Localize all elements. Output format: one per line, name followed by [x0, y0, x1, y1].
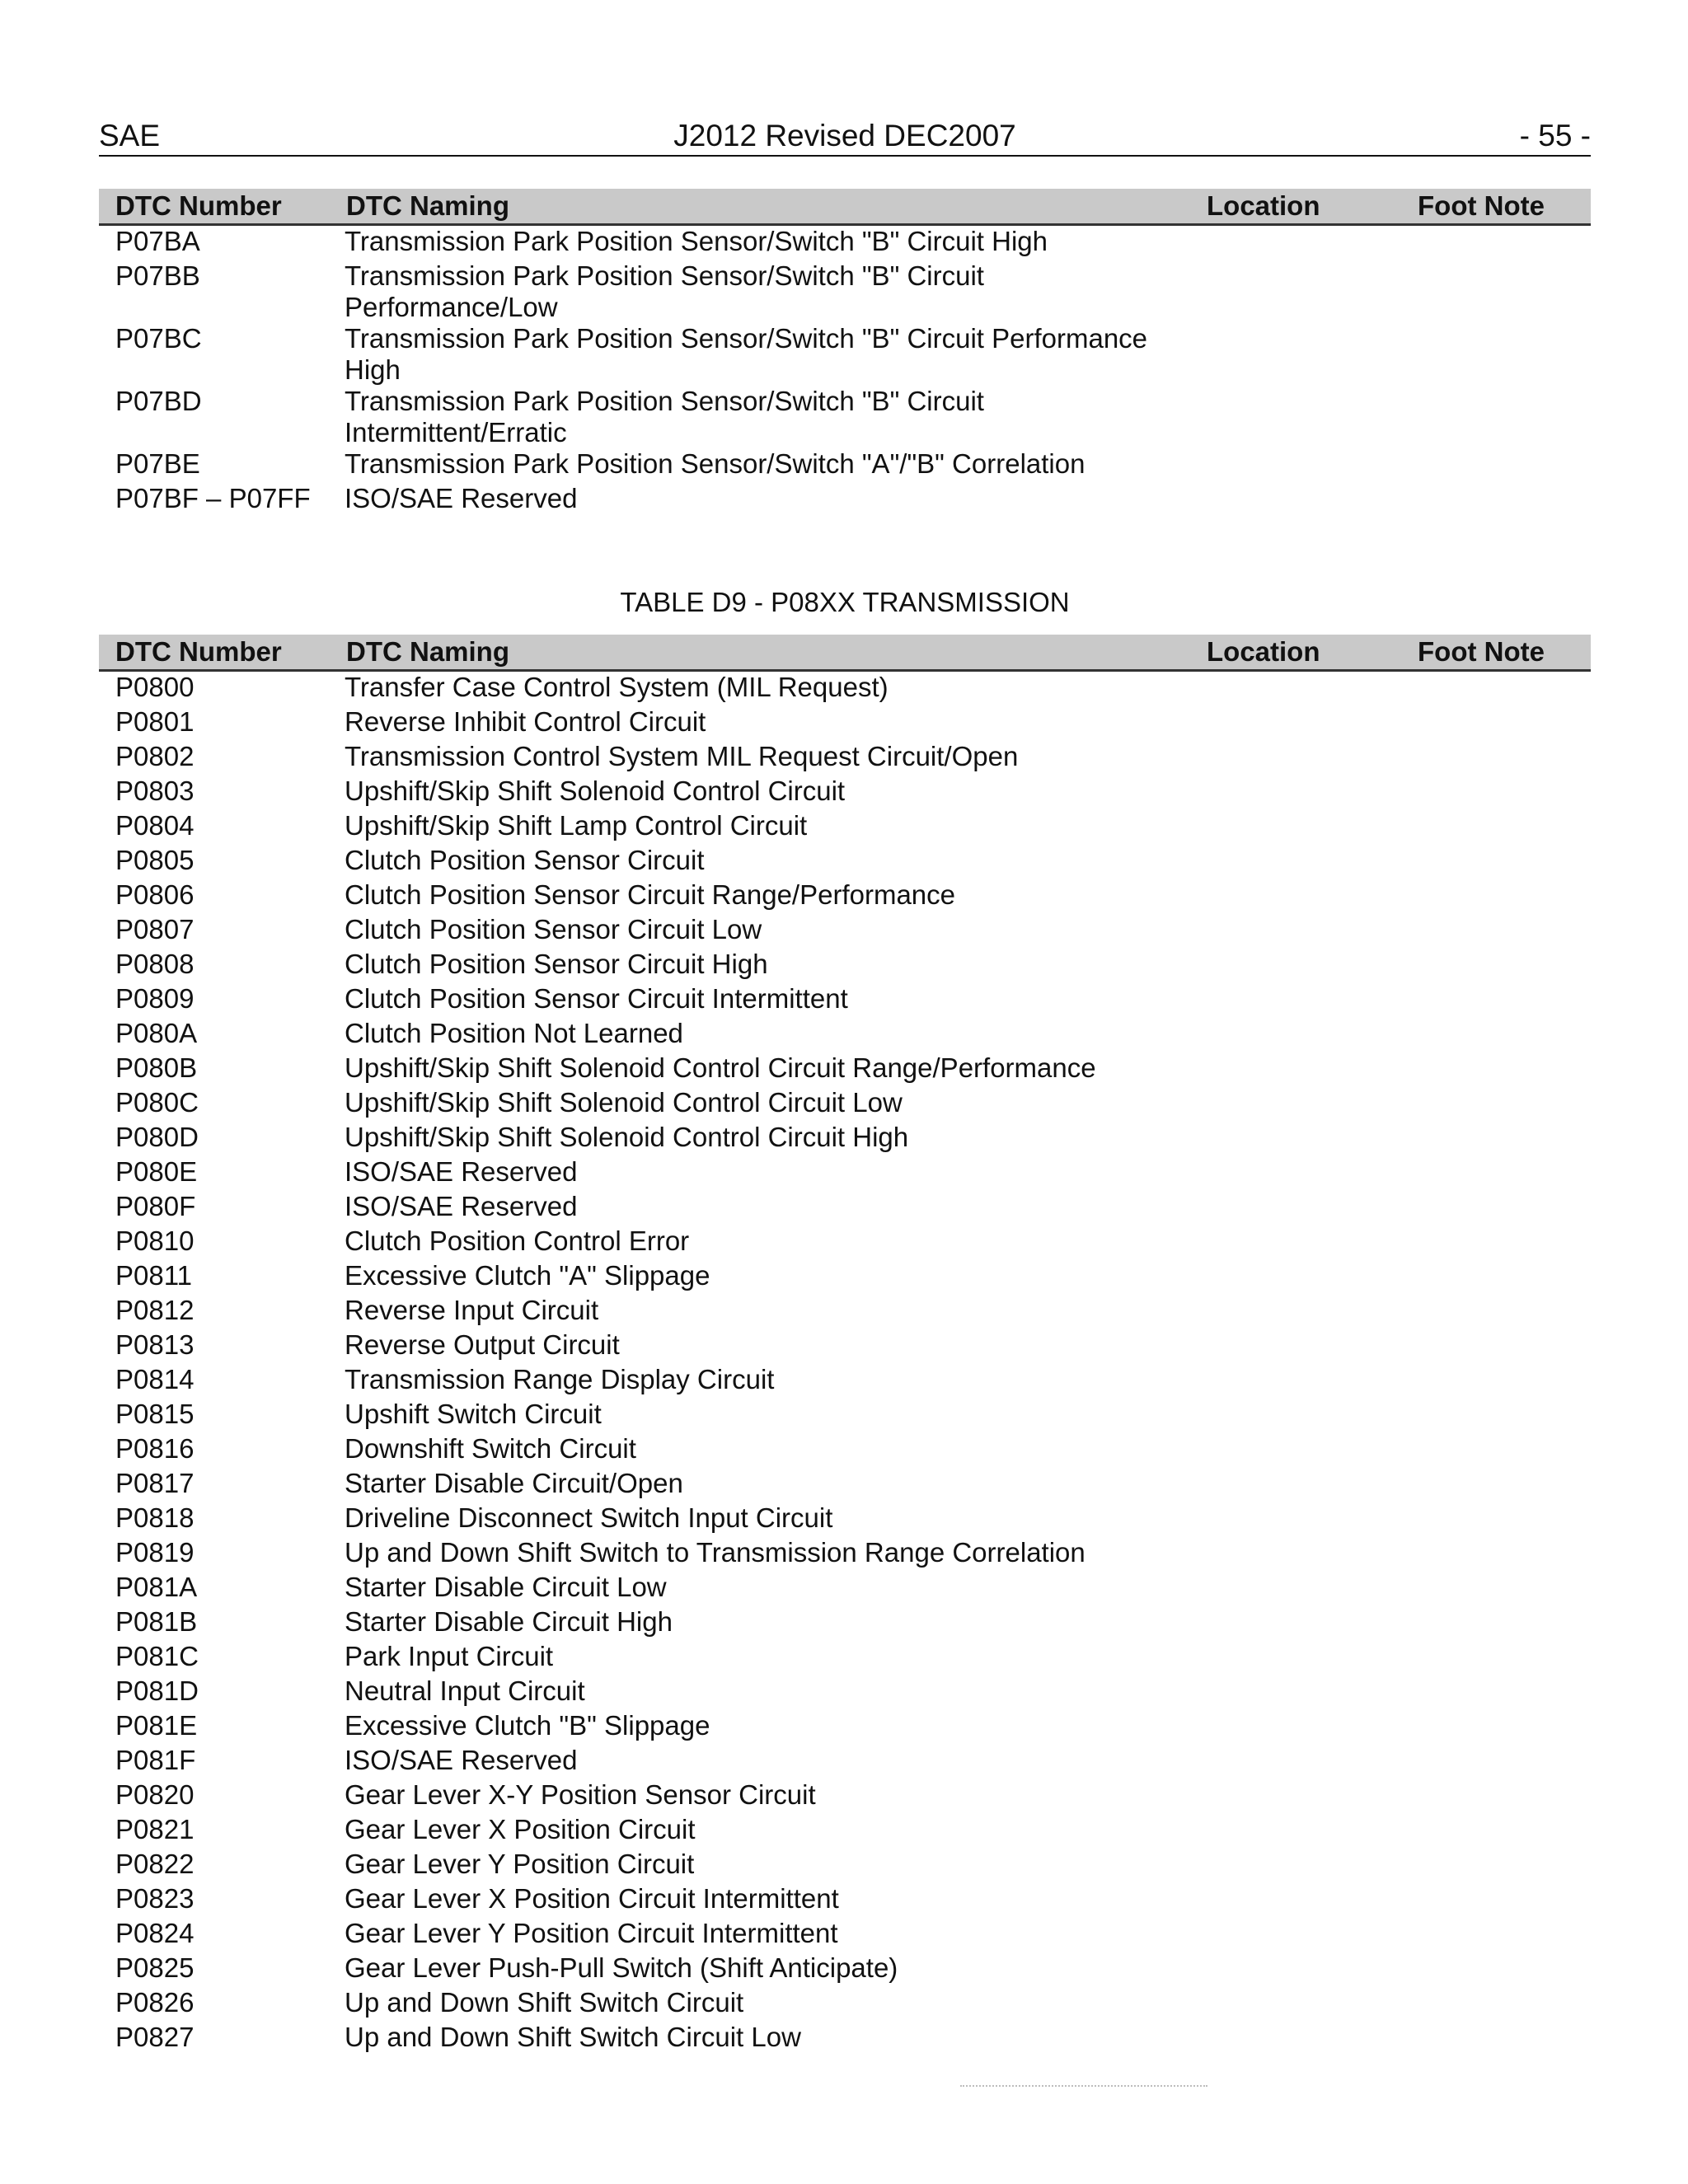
- dtc-foot-note: [1401, 1918, 1591, 1952]
- dtc-name: Excessive Clutch "B" Slippage: [345, 1710, 710, 1741]
- dtc-foot-note: [1401, 1122, 1591, 1156]
- dtc-foot-note: [1401, 1537, 1591, 1572]
- dtc-foot-note: [1401, 1987, 1591, 2022]
- dtc-location: [1190, 448, 1401, 483]
- dtc-code: P081E: [115, 1710, 198, 1741]
- table-row: [99, 386, 1591, 448]
- column-header-dtc-number: DTC Number: [99, 189, 330, 225]
- dtc-name: Starter Disable Circuit High: [345, 1606, 673, 1637]
- dtc-location: [1190, 225, 1401, 261]
- dtc-name: Excessive Clutch "A" Slippage: [345, 1260, 710, 1291]
- dtc-location: [1190, 741, 1401, 776]
- dtc-name: Up and Down Shift Switch to Transmission Range Correlation: [345, 1537, 1085, 1568]
- dtc-code: P0813: [115, 1329, 195, 1360]
- dtc-foot-note: [1401, 1606, 1591, 1641]
- dtc-code: P0820: [115, 1779, 195, 1810]
- column-header-location: Location: [1190, 635, 1401, 671]
- dtc-name: Clutch Position Sensor Circuit High: [345, 949, 768, 979]
- dtc-name: Reverse Input Circuit: [345, 1295, 599, 1325]
- dtc-name: Clutch Position Control Error: [345, 1226, 690, 1256]
- dtc-location: [1190, 879, 1401, 914]
- table-row: [99, 448, 1591, 483]
- dtc-location: [1190, 845, 1401, 879]
- dtc-code: P0800: [115, 672, 195, 702]
- table-row: [99, 1918, 1591, 1952]
- table-row: [99, 1745, 1591, 1779]
- dtc-location: [1190, 1814, 1401, 1849]
- column-header-dtc-number: DTC Number: [99, 635, 330, 671]
- dtc-location: [1190, 949, 1401, 983]
- dtc-foot-note: [1401, 1052, 1591, 1087]
- table-row: [99, 1018, 1591, 1052]
- column-header-dtc-naming: DTC Naming: [330, 635, 1190, 671]
- dtc-name: Transmission Park Position Sensor/Switch "A"/"B" Correlation: [345, 448, 1085, 479]
- table-row: [99, 1779, 1591, 1814]
- dtc-name: Transmission Park Position Sensor/Switch "B" Circuit High: [345, 226, 1048, 256]
- column-header-location: Location: [1190, 189, 1401, 225]
- table-row: [99, 776, 1591, 810]
- dtc-location: [1190, 1399, 1401, 1433]
- dtc-name: Transfer Case Control System (MIL Request): [345, 672, 889, 702]
- dtc-foot-note: [1401, 323, 1591, 386]
- dtc-code: P080C: [115, 1087, 199, 1118]
- dtc-foot-note: [1401, 260, 1591, 323]
- dtc-name: Clutch Position Sensor Circuit Range/Performance: [345, 879, 956, 910]
- scan-artifact: [960, 2085, 1207, 2092]
- dtc-foot-note: [1401, 1849, 1591, 1883]
- dtc-foot-note: [1401, 1260, 1591, 1295]
- table-row: [99, 914, 1591, 949]
- dtc-name: Reverse Output Circuit: [345, 1329, 620, 1360]
- dtc-name: Up and Down Shift Switch Circuit Low: [345, 2022, 801, 2052]
- dtc-code: P0819: [115, 1537, 195, 1568]
- table-row: [99, 1710, 1591, 1745]
- dtc-code: P0804: [115, 810, 195, 841]
- dtc-location: [1190, 1260, 1401, 1295]
- header-document-id: J2012 Revised DEC2007: [673, 119, 1016, 152]
- dtc-name: Upshift/Skip Shift Solenoid Control Circuit Low: [345, 1087, 903, 1118]
- dtc-foot-note: [1401, 776, 1591, 810]
- dtc-foot-note: [1401, 483, 1591, 518]
- dtc-location: [1190, 1226, 1401, 1260]
- dtc-name: Gear Lever Y Position Circuit: [345, 1849, 695, 1879]
- dtc-foot-note: [1401, 1710, 1591, 1745]
- dtc-code: P081B: [115, 1606, 198, 1637]
- dtc-foot-note: [1401, 1952, 1591, 1987]
- table-row: [99, 1675, 1591, 1710]
- table-row: [99, 671, 1591, 707]
- dtc-foot-note: [1401, 448, 1591, 483]
- dtc-name: Upshift/Skip Shift Lamp Control Circuit: [345, 810, 808, 841]
- dtc-code: P0827: [115, 2022, 195, 2052]
- dtc-code: P0802: [115, 741, 195, 771]
- dtc-code: P0826: [115, 1987, 195, 2018]
- dtc-location: [1190, 1052, 1401, 1087]
- dtc-name: Upshift/Skip Shift Solenoid Control Circuit High: [345, 1122, 909, 1152]
- table-row: [99, 810, 1591, 845]
- dtc-name: Clutch Position Not Learned: [345, 1018, 683, 1048]
- dtc-code: P0814: [115, 1364, 195, 1394]
- dtc-code: P080F: [115, 1191, 196, 1221]
- table-row: [99, 1399, 1591, 1433]
- dtc-name: Transmission Range Display Circuit: [345, 1364, 775, 1394]
- dtc-name: Transmission Park Position Sensor/Switch "B" Circuit Performance High: [345, 323, 1148, 385]
- dtc-foot-note: [1401, 1018, 1591, 1052]
- dtc-code: P07BB: [115, 260, 200, 291]
- table-row: [99, 1502, 1591, 1537]
- dtc-foot-note: [1401, 1329, 1591, 1364]
- dtc-code: P0808: [115, 949, 195, 979]
- dtc-code: P080A: [115, 1018, 198, 1048]
- dtc-foot-note: [1401, 386, 1591, 448]
- dtc-code: P080B: [115, 1052, 198, 1083]
- dtc-name: Transmission Park Position Sensor/Switch "B" Circuit Intermittent/Erratic: [345, 386, 984, 448]
- dtc-code: P0825: [115, 1952, 195, 1983]
- dtc-name: Neutral Input Circuit: [345, 1675, 585, 1706]
- dtc-code: P0816: [115, 1433, 195, 1464]
- dtc-foot-note: [1401, 914, 1591, 949]
- dtc-location: [1190, 1468, 1401, 1502]
- dtc-location: [1190, 1918, 1401, 1952]
- table-row: [99, 1814, 1591, 1849]
- dtc-code: P0801: [115, 706, 195, 737]
- header-org: SAE: [99, 119, 161, 152]
- dtc-foot-note: [1401, 810, 1591, 845]
- dtc-foot-note: [1401, 1433, 1591, 1468]
- dtc-location: [1190, 706, 1401, 741]
- dtc-foot-note: [1401, 1295, 1591, 1329]
- dtc-location: [1190, 1675, 1401, 1710]
- dtc-location: [1190, 386, 1401, 448]
- table-row: [99, 260, 1591, 323]
- dtc-code: P081A: [115, 1572, 198, 1602]
- dtc-name: Downshift Switch Circuit: [345, 1433, 636, 1464]
- dtc-foot-note: [1401, 1156, 1591, 1191]
- dtc-foot-note: [1401, 1572, 1591, 1606]
- dtc-foot-note: [1401, 1883, 1591, 1918]
- dtc-code: P07BF – P07FF: [115, 483, 311, 513]
- table-row: [99, 1433, 1591, 1468]
- dtc-code: P0817: [115, 1468, 195, 1498]
- table-row: [99, 741, 1591, 776]
- dtc-code: P0806: [115, 879, 195, 910]
- dtc-location: [1190, 671, 1401, 707]
- table-row: [99, 1849, 1591, 1883]
- dtc-name: Driveline Disconnect Switch Input Circuit: [345, 1502, 833, 1533]
- dtc-name: Upshift/Skip Shift Solenoid Control Circuit Range/Performance: [345, 1052, 1096, 1083]
- dtc-code: P080D: [115, 1122, 199, 1152]
- dtc-name: Starter Disable Circuit Low: [345, 1572, 667, 1602]
- table-row: [99, 1191, 1591, 1226]
- dtc-location: [1190, 1087, 1401, 1122]
- dtc-code: P0824: [115, 1918, 195, 1948]
- dtc-location: [1190, 483, 1401, 518]
- table-row: [99, 1883, 1591, 1918]
- table-row: [99, 1052, 1591, 1087]
- table-row: [99, 1572, 1591, 1606]
- dtc-code: P0815: [115, 1399, 195, 1429]
- dtc-location: [1190, 1606, 1401, 1641]
- table-row: [99, 1156, 1591, 1191]
- dtc-code: P07BC: [115, 323, 202, 354]
- dtc-code: P0805: [115, 845, 195, 875]
- table-row: [99, 1364, 1591, 1399]
- dtc-name: Gear Lever Y Position Circuit Intermittent: [345, 1918, 838, 1948]
- dtc-name: Gear Lever X Position Circuit Intermittent: [345, 1883, 839, 1914]
- dtc-table-continued: [99, 189, 1591, 518]
- dtc-location: [1190, 810, 1401, 845]
- dtc-location: [1190, 1779, 1401, 1814]
- page-header: [99, 115, 1591, 157]
- dtc-location: [1190, 1710, 1401, 1745]
- dtc-location: [1190, 1883, 1401, 1918]
- table-row: [99, 1226, 1591, 1260]
- dtc-foot-note: [1401, 1364, 1591, 1399]
- dtc-foot-note: [1401, 1087, 1591, 1122]
- table-header-row: [99, 635, 1591, 671]
- dtc-foot-note: [1401, 879, 1591, 914]
- dtc-code: P0811: [115, 1260, 192, 1291]
- dtc-location: [1190, 1156, 1401, 1191]
- dtc-foot-note: [1401, 1675, 1591, 1710]
- dtc-location: [1190, 1745, 1401, 1779]
- dtc-code: P081C: [115, 1641, 199, 1671]
- dtc-name: ISO/SAE Reserved: [345, 1191, 578, 1221]
- dtc-location: [1190, 1952, 1401, 1987]
- dtc-foot-note: [1401, 671, 1591, 707]
- dtc-code: P07BE: [115, 448, 200, 479]
- dtc-location: [1190, 1191, 1401, 1226]
- table-row: [99, 323, 1591, 386]
- dtc-code: P0809: [115, 983, 195, 1014]
- dtc-location: [1190, 1364, 1401, 1399]
- table-row: [99, 1295, 1591, 1329]
- table-row: [99, 845, 1591, 879]
- dtc-name: Gear Lever X Position Circuit: [345, 1814, 696, 1844]
- dtc-name: Transmission Control System MIL Request Circuit/Open: [345, 741, 1019, 771]
- dtc-name: Reverse Inhibit Control Circuit: [345, 706, 706, 737]
- dtc-code: P0810: [115, 1226, 195, 1256]
- dtc-foot-note: [1401, 225, 1591, 261]
- table-row: [99, 1468, 1591, 1502]
- dtc-name: Up and Down Shift Switch Circuit: [345, 1987, 744, 2018]
- table-row: [99, 1952, 1591, 1987]
- dtc-foot-note: [1401, 845, 1591, 879]
- dtc-location: [1190, 2022, 1401, 2056]
- dtc-foot-note: [1401, 741, 1591, 776]
- dtc-name: Clutch Position Sensor Circuit Intermittent: [345, 983, 848, 1014]
- dtc-name: Transmission Park Position Sensor/Switch "B" Circuit Performance/Low: [345, 260, 984, 322]
- table-row: [99, 983, 1591, 1018]
- dtc-location: [1190, 983, 1401, 1018]
- dtc-name: Gear Lever X-Y Position Sensor Circuit: [345, 1779, 816, 1810]
- table-row: [99, 1537, 1591, 1572]
- dtc-code: P07BD: [115, 386, 202, 416]
- dtc-code: P0821: [115, 1814, 195, 1844]
- dtc-foot-note: [1401, 1814, 1591, 1849]
- table-row: [99, 483, 1591, 518]
- table-row: [99, 225, 1591, 261]
- dtc-code: P0812: [115, 1295, 195, 1325]
- dtc-location: [1190, 1987, 1401, 2022]
- dtc-location: [1190, 260, 1401, 323]
- dtc-code: P0818: [115, 1502, 195, 1533]
- table-row: [99, 1087, 1591, 1122]
- dtc-name: Upshift/Skip Shift Solenoid Control Circuit: [345, 776, 846, 806]
- dtc-location: [1190, 323, 1401, 386]
- dtc-name: ISO/SAE Reserved: [345, 483, 578, 513]
- dtc-name: Park Input Circuit: [345, 1641, 554, 1671]
- dtc-location: [1190, 1122, 1401, 1156]
- dtc-location: [1190, 1849, 1401, 1883]
- dtc-name: Gear Lever Push-Pull Switch (Shift Anticipate): [345, 1952, 898, 1983]
- dtc-foot-note: [1401, 706, 1591, 741]
- table-row: [99, 1329, 1591, 1364]
- dtc-name: Clutch Position Sensor Circuit: [345, 845, 705, 875]
- dtc-foot-note: [1401, 949, 1591, 983]
- header-page-number: - 55 -: [1519, 119, 1591, 152]
- dtc-location: [1190, 1641, 1401, 1675]
- table-header-row: [99, 189, 1591, 225]
- table-row: [99, 949, 1591, 983]
- dtc-location: [1190, 776, 1401, 810]
- dtc-table-d9: [99, 635, 1591, 2056]
- dtc-name: ISO/SAE Reserved: [345, 1156, 578, 1187]
- dtc-foot-note: [1401, 1191, 1591, 1226]
- dtc-foot-note: [1401, 1779, 1591, 1814]
- column-header-foot-note: Foot Note: [1401, 189, 1591, 225]
- dtc-foot-note: [1401, 983, 1591, 1018]
- dtc-code: P07BA: [115, 226, 200, 256]
- dtc-foot-note: [1401, 1468, 1591, 1502]
- table-row: [99, 1122, 1591, 1156]
- dtc-code: P080E: [115, 1156, 198, 1187]
- dtc-location: [1190, 914, 1401, 949]
- dtc-foot-note: [1401, 2022, 1591, 2056]
- dtc-code: P0823: [115, 1883, 195, 1914]
- table-caption: TABLE D9 - P08XX TRANSMISSION: [620, 587, 1070, 617]
- dtc-code: P0807: [115, 914, 195, 944]
- dtc-foot-note: [1401, 1226, 1591, 1260]
- table-row: [99, 706, 1591, 741]
- table-row: [99, 879, 1591, 914]
- dtc-location: [1190, 1433, 1401, 1468]
- column-header-dtc-naming: DTC Naming: [330, 189, 1190, 225]
- dtc-code: P081F: [115, 1745, 196, 1775]
- dtc-name: ISO/SAE Reserved: [345, 1745, 578, 1775]
- table-row: [99, 1987, 1591, 2022]
- dtc-foot-note: [1401, 1502, 1591, 1537]
- dtc-code: P0822: [115, 1849, 195, 1879]
- table-row: [99, 1606, 1591, 1641]
- table-row: [99, 1260, 1591, 1295]
- dtc-name: Upshift Switch Circuit: [345, 1399, 602, 1429]
- dtc-location: [1190, 1329, 1401, 1364]
- dtc-name: Clutch Position Sensor Circuit Low: [345, 914, 762, 944]
- dtc-name: Starter Disable Circuit/Open: [345, 1468, 683, 1498]
- dtc-code: P081D: [115, 1675, 199, 1706]
- dtc-foot-note: [1401, 1641, 1591, 1675]
- dtc-location: [1190, 1018, 1401, 1052]
- table-row: [99, 2022, 1591, 2056]
- dtc-foot-note: [1401, 1399, 1591, 1433]
- dtc-foot-note: [1401, 1745, 1591, 1779]
- dtc-location: [1190, 1295, 1401, 1329]
- dtc-location: [1190, 1537, 1401, 1572]
- table-row: [99, 1641, 1591, 1675]
- dtc-location: [1190, 1572, 1401, 1606]
- dtc-location: [1190, 1502, 1401, 1537]
- column-header-foot-note: Foot Note: [1401, 635, 1591, 671]
- dtc-code: P0803: [115, 776, 195, 806]
